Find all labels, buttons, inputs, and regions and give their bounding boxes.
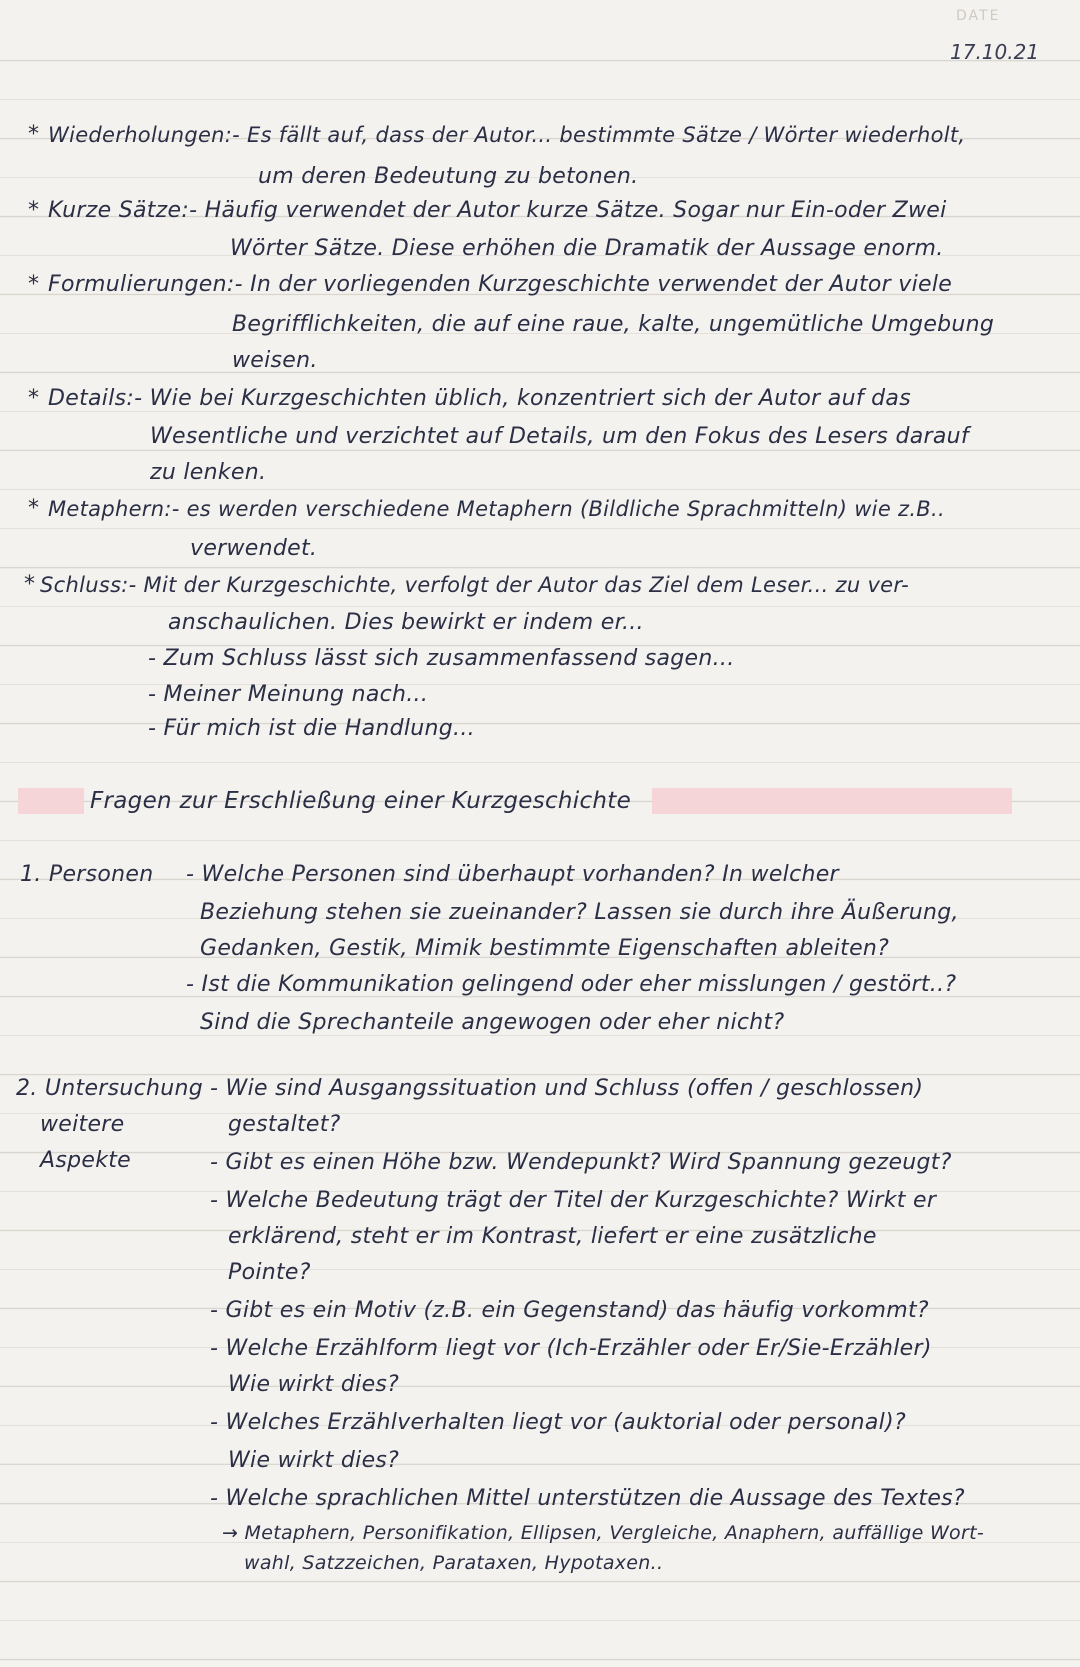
highlight-right <box>652 788 1012 814</box>
group-label: Aspekte <box>40 1148 132 1173</box>
bullet-marker: * <box>28 122 39 147</box>
note-line: verwendet. <box>190 536 318 561</box>
note-line: weisen. <box>232 348 318 373</box>
question-line: Pointe? <box>228 1260 311 1285</box>
section-title: Fragen zur Erschließung einer Kurzgeschichte <box>90 788 632 814</box>
bullet-marker: * <box>28 386 39 411</box>
bullet-marker: * <box>24 572 35 597</box>
bullet-marker: * <box>28 198 39 223</box>
question-line: Beziehung stehen sie zueinander? Lassen sie durch ihre Äußerung, <box>200 900 959 925</box>
question-line: wahl, Satzzeichen, Parataxen, Hypotaxen.. <box>244 1552 664 1574</box>
question-line: gestaltet? <box>228 1112 341 1137</box>
question-line: Sind die Sprechanteile angewogen oder eher nicht? <box>200 1010 785 1035</box>
group-label: 1. Personen <box>20 862 154 887</box>
question-line: - Welche Personen sind überhaupt vorhanden? In welcher <box>186 862 839 887</box>
note-line: Metaphern:- es werden verschiedene Metaphern (Bildliche Sprachmitteln) wie z.B.. <box>48 497 945 521</box>
note-line: Details:- Wie bei Kurzgeschichten üblich, konzentriert sich der Autor auf das <box>48 386 911 411</box>
question-line: erklärend, steht er im Kontrast, liefert er eine zusätzliche <box>228 1224 877 1249</box>
question-line: Wie wirkt dies? <box>228 1448 400 1473</box>
note-line: anschaulichen. Dies bewirkt er indem er... <box>168 610 644 635</box>
note-line: - Zum Schluss lässt sich zusammenfassend sagen... <box>148 646 735 671</box>
date-label: DATE <box>956 8 1001 24</box>
question-line: - Welche Bedeutung trägt der Titel der Kurzgeschichte? Wirkt er <box>210 1188 937 1213</box>
note-line: Wiederholungen:- Es fällt auf, dass der Autor... bestimmte Sätze / Wörter wiederholt, <box>48 123 966 147</box>
question-line: - Welche sprachlichen Mittel unterstützen die Aussage des Textes? <box>210 1486 965 1511</box>
note-line: Begrifflichkeiten, die auf eine raue, kalte, ungemütliche Umgebung <box>232 312 995 337</box>
question-line: Gedanken, Gestik, Mimik bestimmte Eigenschaften ableiten? <box>200 936 890 961</box>
group-label: weitere <box>40 1112 125 1137</box>
note-line: um deren Bedeutung zu betonen. <box>258 164 639 189</box>
question-line: - Welche Erzählform liegt vor (Ich-Erzähler oder Er/Sie-Erzähler) <box>210 1336 932 1361</box>
question-line: - Ist die Kommunikation gelingend oder eher misslungen / gestört..? <box>186 972 957 997</box>
question-line: → Metaphern, Personifikation, Ellipsen, Vergleiche, Anaphern, auffällige Wort- <box>222 1522 984 1544</box>
bullet-marker: * <box>28 496 39 521</box>
bullet-marker: * <box>28 272 39 297</box>
note-line: Wörter Sätze. Diese erhöhen die Dramatik der Aussage enorm. <box>230 236 944 261</box>
question-line: - Wie sind Ausgangssituation und Schluss (offen / geschlossen) <box>210 1076 924 1101</box>
note-line: - Meiner Meinung nach... <box>148 682 429 707</box>
note-line: zu lenken. <box>150 460 267 485</box>
group-label: 2. Untersuchung <box>16 1076 204 1101</box>
highlight-left <box>18 788 84 814</box>
question-line: - Gibt es ein Motiv (z.B. ein Gegenstand) das häufig vorkommt? <box>210 1298 929 1323</box>
question-line: - Gibt es einen Höhe bzw. Wendepunkt? Wird Spannung gezeugt? <box>210 1150 952 1175</box>
question-line: Wie wirkt dies? <box>228 1372 400 1397</box>
question-line: - Welches Erzählverhalten liegt vor (auktorial oder personal)? <box>210 1410 906 1435</box>
note-line: - Für mich ist die Handlung... <box>148 716 475 741</box>
note-line: Kurze Sätze:- Häufig verwendet der Autor kurze Sätze. Sogar nur Ein-oder Zwei <box>48 198 947 223</box>
note-line: Wesentliche und verzichtet auf Details, um den Fokus des Lesers darauf <box>150 424 969 449</box>
date-value: 17.10.21 <box>950 40 1040 64</box>
note-line: Formulierungen:- In der vorliegenden Kurzgeschichte verwendet der Autor viele <box>48 272 953 297</box>
note-line: Schluss:- Mit der Kurzgeschichte, verfolgt der Autor das Ziel dem Leser... zu ver- <box>40 573 910 597</box>
